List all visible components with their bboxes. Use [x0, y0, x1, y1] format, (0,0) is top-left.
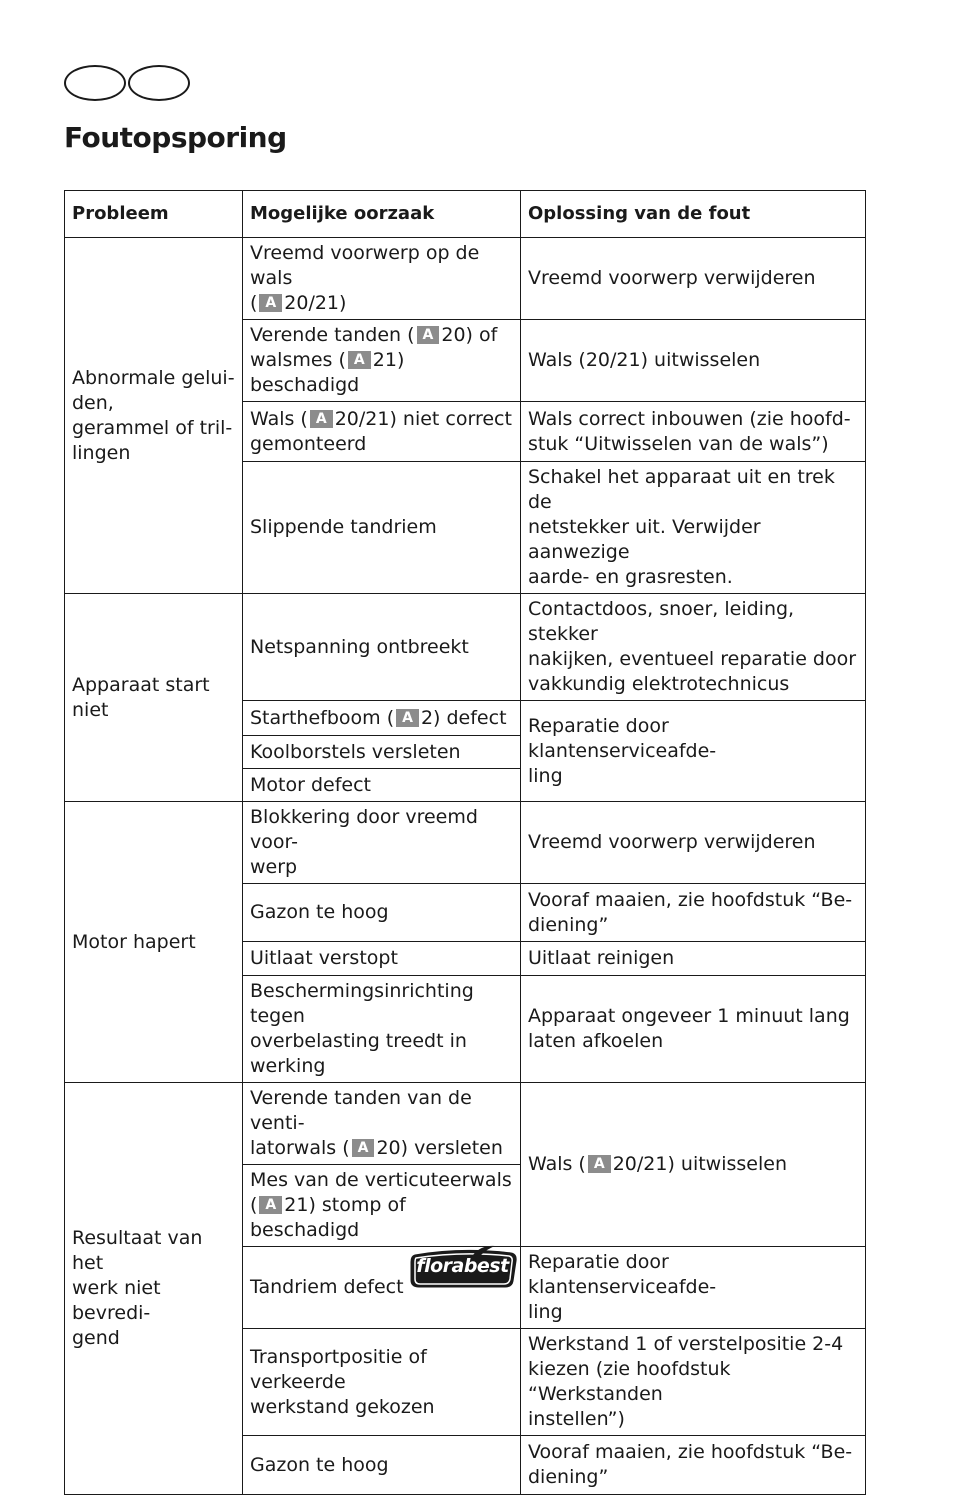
figure-a-badge: A [310, 410, 333, 428]
solution-text: Schakel het apparaat uit en trek de netstekker uit. Verwijder aanwezige aarde- en grasresten. [528, 466, 835, 588]
solution-cell [521, 1329, 866, 1436]
problem-text: Abnormale gelui- den, gerammel of tril- lingen [72, 366, 235, 464]
cause-text: Verende tanden ( [250, 324, 415, 346]
solution-cell [521, 701, 866, 802]
cause-text: Motor defect [250, 773, 371, 796]
cause-text: 20) versleten [376, 1137, 503, 1159]
solution-cell [521, 942, 866, 976]
cause-text: Verende tanden van de venti- latorwals ( [250, 1087, 472, 1159]
table-header-row [65, 191, 866, 238]
solution-text: Werkstand 1 of verstelpositie 2-4 kiezen (zie hoofdstuk “Werkstanden instellen”) [528, 1333, 844, 1430]
solution-cell [521, 594, 866, 701]
cause-cell [243, 594, 521, 701]
header-solution: Oplossing van de fout [521, 191, 866, 238]
solution-text: Vooraf maaien, zie hoofdstuk “Be- diening” [528, 888, 853, 936]
solution-cell [521, 320, 866, 402]
cause-text: Wals ( [250, 407, 308, 430]
solution-text: Wals ( [528, 1153, 586, 1175]
problem-text: Apparaat start niet [72, 673, 210, 721]
solution-cell [521, 1083, 866, 1247]
header-problem: Probleem [65, 191, 243, 238]
cause-text: 20/21) niet correct gemonteerd [250, 407, 512, 455]
solution-text: Wals (20/21) uitwisselen [528, 349, 761, 371]
cause-text: Vreemd voorwerp op de wals ( [250, 242, 480, 314]
cause-cell [243, 701, 521, 736]
language-ovals [64, 65, 190, 99]
solution-text: Reparatie door klantenserviceafde- ling [528, 714, 717, 787]
solution-cell [521, 976, 866, 1083]
figure-a-badge: A [396, 709, 419, 727]
problem-cell [65, 802, 243, 1083]
cause-text: Transportpositie of verkeerde werkstand gekozen [250, 1345, 435, 1418]
cause-cell [243, 1165, 521, 1247]
solution-cell [521, 884, 866, 942]
problem-cell [65, 238, 243, 594]
cause-cell [243, 1083, 521, 1165]
problem-text: Motor hapert [72, 930, 196, 953]
cause-cell [243, 884, 521, 942]
cause-cell [243, 238, 521, 320]
solution-cell [521, 462, 866, 594]
cause-cell [243, 462, 521, 594]
figure-a-badge: A [259, 294, 282, 312]
solution-text: 20/21) uitwisselen [612, 1153, 787, 1175]
cause-text: 2) defect [420, 706, 507, 729]
solution-text: Contactdoos, snoer, leiding, stekker nakijken, eventueel reparatie door vakkundig elektrotechnicus [528, 598, 857, 695]
cause-text: Gazon te hoog [250, 1453, 389, 1476]
header-cause: Mogelijke oorzaak [243, 191, 521, 238]
cause-text: 20/21) [284, 292, 347, 314]
figure-a-badge: A [348, 351, 371, 369]
solution-cell [521, 402, 866, 462]
cause-text: Starthefboom ( [250, 706, 395, 729]
solution-cell [521, 1247, 866, 1329]
solution-text: Vooraf maaien, zie hoofdstuk “Be- diening” [528, 1441, 853, 1488]
cause-cell [243, 942, 521, 976]
table-row [65, 1083, 866, 1165]
solution-text: Uitlaat reinigen [528, 947, 675, 969]
solution-cell [521, 802, 866, 884]
table-row [65, 594, 866, 701]
table-row [65, 238, 866, 320]
troubleshooting-table [64, 190, 866, 1495]
figure-a-badge: A [352, 1139, 375, 1157]
problem-cell [65, 1083, 243, 1495]
cause-cell [243, 769, 521, 802]
cause-text: Koolborstels versleten [250, 740, 461, 763]
cause-text: Gazon te hoog [250, 901, 389, 923]
cause-text: Beschermingsinrichting tegen overbelasting treedt in werking [250, 980, 474, 1077]
cause-text: 21) stomp of beschadigd [250, 1194, 406, 1241]
cause-cell [243, 1329, 521, 1436]
solution-cell [521, 1436, 866, 1495]
cause-text: Mes van de verticuteerwals ( [250, 1169, 512, 1216]
solution-cell [521, 238, 866, 320]
cause-cell [243, 402, 521, 462]
solution-text: Apparaat ongeveer 1 minuut lang laten afkoelen [528, 1005, 850, 1052]
solution-text: Reparatie door klantenserviceafde- ling [528, 1251, 717, 1323]
solution-text: Vreemd voorwerp verwijderen [528, 267, 816, 289]
cause-text: Tandriem defect [250, 1276, 404, 1298]
cause-text: Uitlaat verstopt [250, 947, 398, 969]
cause-cell [243, 976, 521, 1083]
cause-cell [243, 320, 521, 402]
cause-text: Slippende tandriem [250, 516, 437, 538]
problem-cell [65, 594, 243, 802]
cause-text: Netspanning ontbreekt [250, 635, 469, 658]
cause-text: 20) of walsmes ( [250, 324, 498, 371]
cause-cell [243, 736, 521, 769]
figure-a-badge: A [417, 326, 440, 344]
solution-text: Vreemd voorwerp verwijderen [528, 831, 816, 853]
logo-text: florabest [416, 1255, 509, 1277]
cause-cell [243, 1436, 521, 1495]
language-oval-right [128, 65, 190, 101]
cause-text: 21) beschadigd [250, 349, 405, 396]
cause-text: Blokkering door vreemd voor- werp [250, 806, 478, 878]
figure-a-badge: A [259, 1196, 282, 1214]
page-title: Foutopsporing [64, 121, 287, 154]
cause-cell [243, 802, 521, 884]
table-row [65, 802, 866, 884]
problem-text: Resultaat van het werk niet bevredi- gend [72, 1227, 203, 1349]
figure-a-badge: A [588, 1155, 611, 1173]
solution-text: Wals correct inbouwen (zie hoofd- stuk “Uitwisselen van de wals”) [528, 407, 851, 455]
florabest-logo [407, 1245, 518, 1289]
language-oval-left [64, 65, 126, 101]
